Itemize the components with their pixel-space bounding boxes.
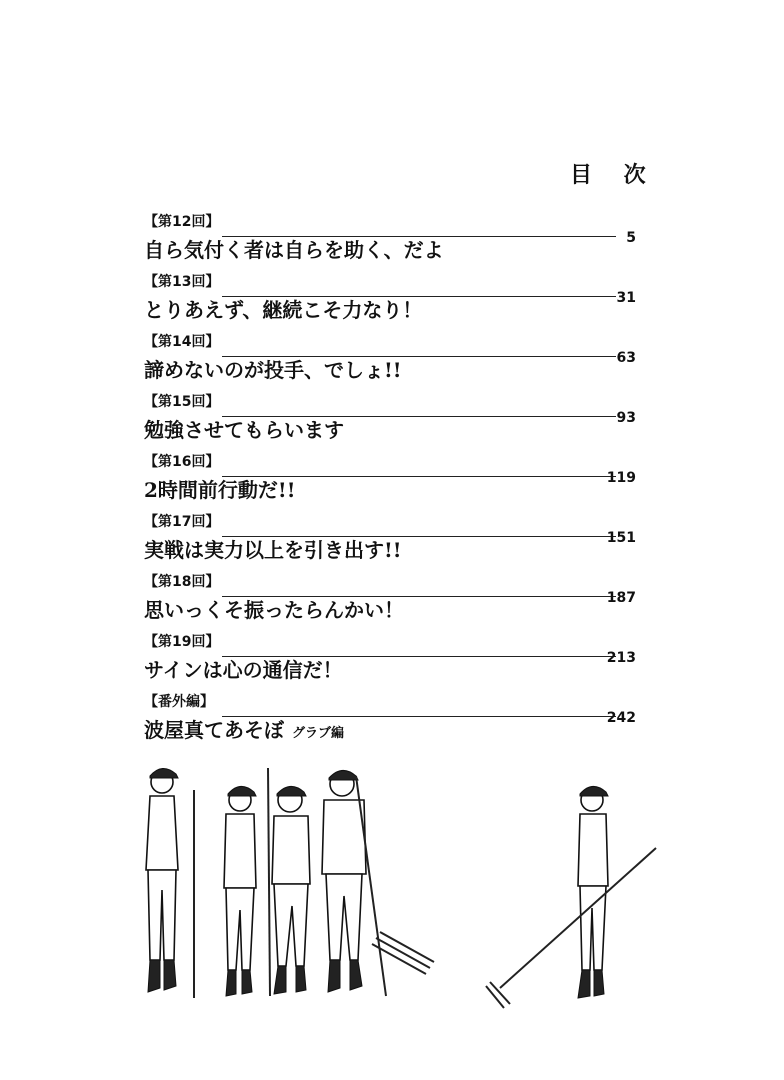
toc-entry[interactable]	[144, 274, 636, 334]
toc-entry[interactable]	[144, 574, 636, 634]
player-figure	[486, 786, 656, 1008]
toc-entry[interactable]	[144, 394, 636, 454]
chapter-label: 【第16回】	[144, 454, 220, 470]
chapter-label: 【第14回】	[144, 334, 220, 350]
chapter-label: 【番外編】	[144, 694, 214, 710]
chapter-subtitle: グラブ編	[292, 726, 345, 741]
toc-entry[interactable]	[144, 454, 636, 514]
chapter-label: 【第19回】	[144, 634, 220, 650]
baseball-players-illustration	[130, 760, 670, 1010]
chapter-title-text: 波屋真てあそぼ	[144, 718, 284, 742]
leader-line	[222, 356, 616, 357]
chapter-title: 自ら気付く者は自らを助く、だよ	[144, 238, 444, 262]
leader-line	[222, 656, 616, 657]
page-number: 119	[606, 470, 636, 486]
chapter-label: 【第15回】	[144, 394, 220, 410]
toc-title: 目 次	[570, 162, 658, 188]
chapter-title	[144, 718, 344, 746]
page-number: 31	[616, 290, 636, 306]
chapter-label: 【第13回】	[144, 274, 220, 290]
chapter-title: 諦めないのが投手、でしょ!!	[144, 358, 402, 382]
player-figure	[322, 770, 434, 996]
chapter-label: 【第17回】	[144, 514, 220, 530]
leader-line	[222, 236, 616, 237]
toc-entry[interactable]	[144, 514, 636, 574]
chapter-label: 【第12回】	[144, 214, 220, 230]
page-number: 187	[606, 590, 636, 606]
leader-line	[222, 416, 616, 417]
leader-line	[222, 716, 616, 717]
chapter-title: とりあえず、継続こそ力なり！	[144, 298, 423, 322]
leader-line	[222, 596, 616, 597]
toc-entry[interactable]	[144, 694, 636, 754]
toc-entry[interactable]	[144, 214, 636, 274]
page-number: 63	[616, 350, 636, 366]
chapter-label: 【第18回】	[144, 574, 220, 590]
page-number: 213	[606, 650, 636, 666]
page-number: 242	[606, 710, 636, 726]
page-number: 5	[626, 230, 636, 246]
chapter-title: 思いっくそ振ったらんかい！	[144, 598, 404, 622]
toc-entry[interactable]	[144, 334, 636, 394]
leader-line	[222, 296, 616, 297]
toc-list	[144, 214, 636, 754]
leader-line	[222, 476, 616, 477]
page-number: 151	[606, 530, 636, 546]
leader-line	[222, 536, 616, 537]
player-figure	[146, 768, 194, 998]
toc-entry[interactable]	[144, 634, 636, 694]
page-number: 93	[616, 410, 636, 426]
player-figure	[224, 768, 270, 996]
chapter-title: 勉強させてもらいます	[144, 418, 344, 442]
chapter-title: 2時間前行動だ!!	[144, 478, 296, 502]
chapter-title: サインは心の通信だ！	[144, 658, 343, 682]
chapter-title: 実戦は実力以上を引き出す!!	[144, 538, 402, 562]
player-figure	[272, 786, 310, 994]
